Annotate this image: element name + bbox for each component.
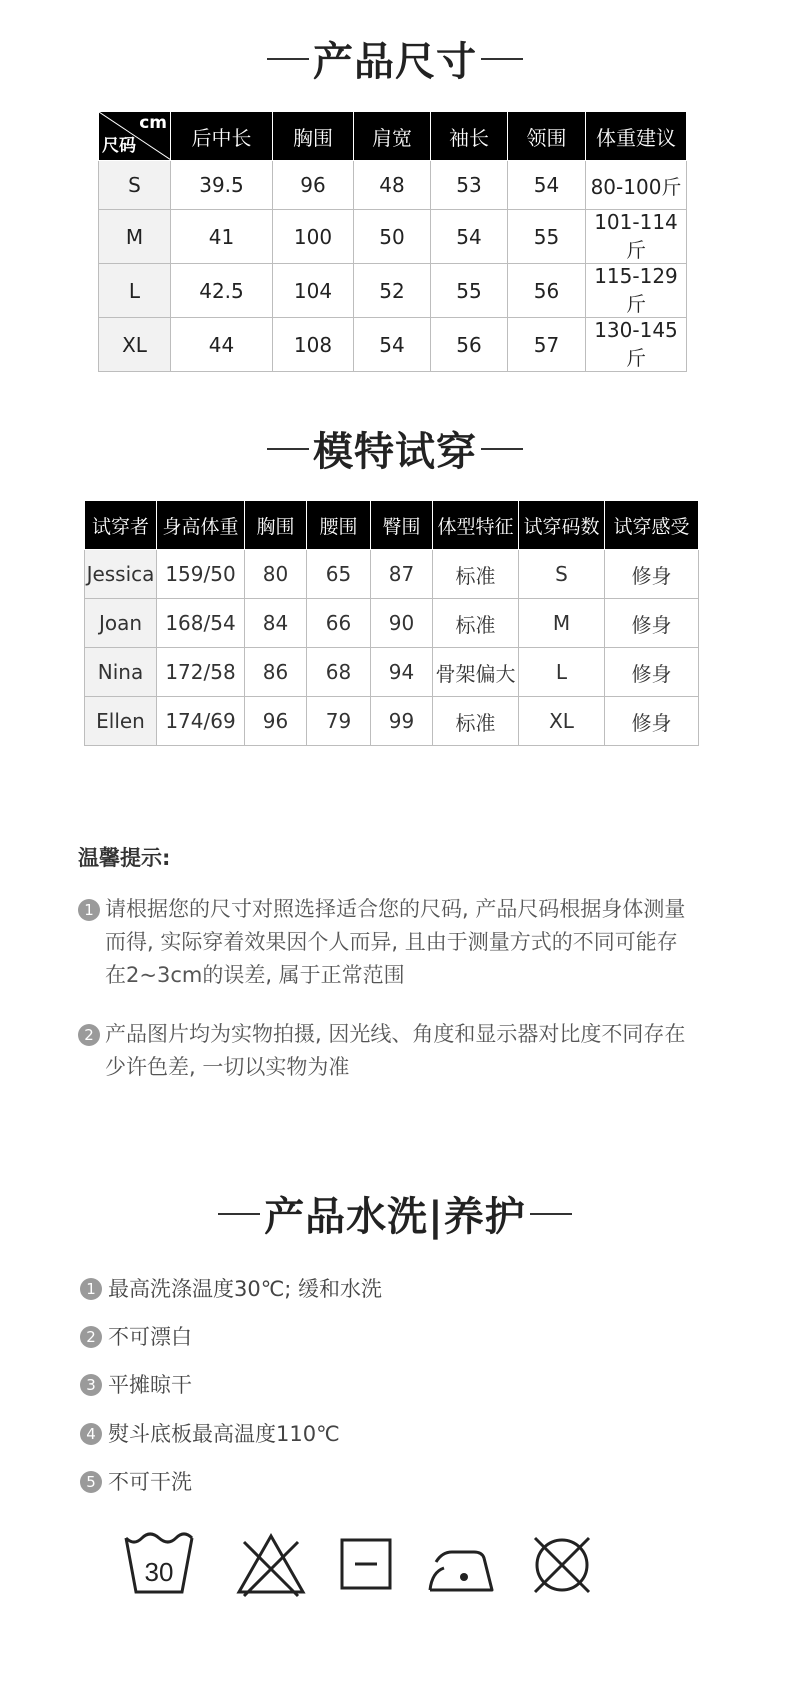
wash-30-icon	[120, 1528, 198, 1600]
table-cell: 52	[354, 264, 431, 318]
iron-low-icon	[422, 1528, 500, 1600]
table-cell: 100	[273, 210, 354, 264]
tip-text: 产品图片均为实物拍摄, 因光线、角度和显示器对比度不同存在少许色差, 一切以实物为准	[105, 1022, 686, 1079]
table-cell: 标准	[433, 697, 519, 746]
tips-title: 温馨提示:	[78, 846, 171, 870]
table-cell: 54	[431, 210, 508, 264]
header-cell: 体型特征	[433, 501, 519, 550]
table-cell: 174/69	[157, 697, 245, 746]
size-table	[98, 111, 687, 372]
size-table-corner-cell	[99, 112, 171, 161]
table-row	[99, 161, 687, 210]
care-text: 最高洗涤温度30℃; 缓和水洗	[108, 1277, 383, 1301]
header-cell: 肩宽	[354, 112, 431, 161]
table-cell: 修身	[605, 648, 699, 697]
number-badge-icon: 2	[80, 1326, 102, 1348]
table-cell: 65	[307, 550, 371, 599]
care-text: 熨斗底板最高温度110℃	[108, 1422, 340, 1446]
care-item	[80, 1322, 192, 1351]
table-cell: 96	[245, 697, 307, 746]
table-row	[99, 264, 687, 318]
table-cell: 66	[307, 599, 371, 648]
header-cell: 胸围	[273, 112, 354, 161]
header-cell: 臀围	[371, 501, 433, 550]
wash-temperature-label: 30	[144, 1557, 174, 1587]
table-cell: 108	[273, 318, 354, 372]
table-row	[85, 599, 699, 648]
header-cell: 领围	[508, 112, 586, 161]
care-item	[80, 1419, 340, 1448]
model-name-cell: Ellen	[85, 697, 157, 746]
table-row	[85, 550, 699, 599]
table-cell: 80-100斤	[586, 161, 687, 210]
model-table	[84, 500, 699, 746]
title-right-dash	[481, 448, 523, 450]
table-cell: 68	[307, 648, 371, 697]
number-badge-icon: 3	[80, 1374, 102, 1396]
table-row	[99, 210, 687, 264]
table-cell: 57	[508, 318, 586, 372]
table-cell: 130-145斤	[586, 318, 687, 372]
header-cell: 试穿码数	[519, 501, 605, 550]
size-cell: M	[99, 210, 171, 264]
tip-item	[78, 1018, 698, 1084]
table-cell: 86	[245, 648, 307, 697]
number-badge-icon: 4	[80, 1423, 102, 1445]
header-cell: 腰围	[307, 501, 371, 550]
table-cell: 80	[245, 550, 307, 599]
header-cell: 后中长	[171, 112, 273, 161]
title-left-dash	[267, 58, 309, 60]
table-cell: 修身	[605, 599, 699, 648]
table-cell: 101-114斤	[586, 210, 687, 264]
table-cell: 标准	[433, 550, 519, 599]
table-cell: L	[519, 648, 605, 697]
number-badge-icon: 1	[78, 899, 100, 921]
header-cell: 试穿感受	[605, 501, 699, 550]
table-cell: 50	[354, 210, 431, 264]
header-cell: 试穿者	[85, 501, 157, 550]
table-cell: 修身	[605, 550, 699, 599]
table-cell: M	[519, 599, 605, 648]
header-cell: 身高体重	[157, 501, 245, 550]
table-cell: 99	[371, 697, 433, 746]
table-cell: 48	[354, 161, 431, 210]
table-cell: 55	[431, 264, 508, 318]
no-dry-clean-icon	[523, 1528, 601, 1600]
care-item	[80, 1467, 192, 1496]
size-table-header-row	[99, 112, 687, 161]
title-left-dash	[218, 1213, 260, 1215]
table-row	[99, 318, 687, 372]
title-right-dash	[481, 58, 523, 60]
table-cell: 94	[371, 648, 433, 697]
dry-flat-icon	[328, 1528, 406, 1600]
tip-text: 请根据您的尺寸对照选择适合您的尺码, 产品尺码根据身体测量而得, 实际穿着效果因个人而异, 且由于测量方式的不同可能存在2~3cm的误差, 属于正常范围	[105, 897, 686, 987]
table-cell: XL	[519, 697, 605, 746]
table-cell: 159/50	[157, 550, 245, 599]
table-cell: S	[519, 550, 605, 599]
table-cell: 104	[273, 264, 354, 318]
size-section-title	[0, 30, 790, 87]
number-badge-icon: 1	[80, 1278, 102, 1300]
table-row	[85, 697, 699, 746]
size-cell: XL	[99, 318, 171, 372]
table-cell: 115-129斤	[586, 264, 687, 318]
number-badge-icon: 2	[78, 1024, 100, 1046]
care-section-title-text: 产品水洗|养护	[264, 1194, 526, 1240]
unit-label: cm	[139, 113, 167, 133]
model-name-cell: Joan	[85, 599, 157, 648]
care-text: 平摊晾干	[108, 1373, 192, 1397]
table-cell: 56	[431, 318, 508, 372]
header-cell: 袖长	[431, 112, 508, 161]
model-name-cell: Jessica	[85, 550, 157, 599]
no-bleach-icon	[232, 1528, 310, 1600]
table-cell: 骨架偏大	[433, 648, 519, 697]
size-cell: S	[99, 161, 171, 210]
size-cell: L	[99, 264, 171, 318]
model-table-header-row	[85, 501, 699, 550]
number-badge-icon: 5	[80, 1471, 102, 1493]
title-right-dash	[530, 1213, 572, 1215]
model-name-cell: Nina	[85, 648, 157, 697]
table-row	[85, 648, 699, 697]
table-cell: 84	[245, 599, 307, 648]
care-section-title	[0, 1185, 790, 1242]
table-cell: 54	[354, 318, 431, 372]
size-label: 尺码	[102, 136, 136, 156]
table-cell: 41	[171, 210, 273, 264]
table-cell: 标准	[433, 599, 519, 648]
table-cell: 42.5	[171, 264, 273, 318]
table-cell: 168/54	[157, 599, 245, 648]
care-text: 不可漂白	[108, 1325, 192, 1349]
header-cell: 胸围	[245, 501, 307, 550]
care-item	[80, 1370, 192, 1399]
table-cell: 54	[508, 161, 586, 210]
care-item	[80, 1274, 382, 1303]
model-section-title-text: 模特试穿	[313, 429, 477, 475]
table-cell: 53	[431, 161, 508, 210]
header-cell: 体重建议	[586, 112, 687, 161]
care-text: 不可干洗	[108, 1470, 192, 1494]
model-section-title	[0, 420, 790, 477]
table-cell: 96	[273, 161, 354, 210]
title-left-dash	[267, 448, 309, 450]
table-cell: 55	[508, 210, 586, 264]
tip-item	[78, 893, 698, 992]
table-cell: 39.5	[171, 161, 273, 210]
table-cell: 79	[307, 697, 371, 746]
table-cell: 87	[371, 550, 433, 599]
table-cell: 44	[171, 318, 273, 372]
table-cell: 172/58	[157, 648, 245, 697]
table-cell: 修身	[605, 697, 699, 746]
size-section-title-text: 产品尺寸	[313, 39, 477, 85]
table-cell: 56	[508, 264, 586, 318]
table-cell: 90	[371, 599, 433, 648]
